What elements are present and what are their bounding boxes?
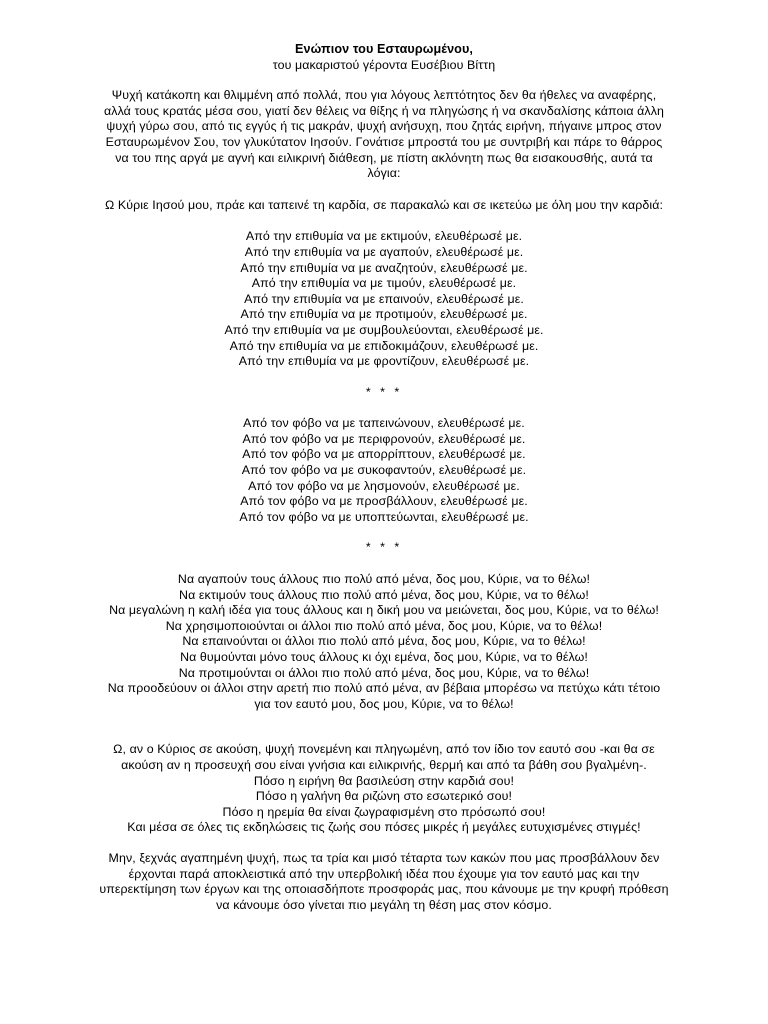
- desire-line: Από την επιθυμία να με επαινούν, ελευθέρωσέ με.: [244, 291, 524, 306]
- grant-line: Να αγαπούν τους άλλους πιο πολύ από μένα, δος μου, Κύριε, να το θέλω!: [177, 572, 591, 587]
- closing-line: Μην, ξεχνάς αγαπημένη ψυχή, πως τα τρία και μισό τέταρτα των κακών που μας προσβάλλουν δεν: [108, 850, 660, 865]
- closing-line: να κάνουμε όσο γίνεται πιο μεγάλη τη θέση μας στον κόσμο.: [216, 897, 552, 912]
- desire-line: Από την επιθυμία να με εκτιμούν, ελευθέρωσέ με.: [245, 229, 523, 244]
- desire-line: Από την επιθυμία να με φροντίζουν, ελευθέρωσέ με.: [238, 354, 530, 369]
- intro-line: λόγια:: [367, 166, 401, 181]
- desire-line: Από την επιθυμία να με αναζητούν, ελευθέρωσέ με.: [240, 260, 528, 275]
- desire-line: Από την επιθυμία να με τιμούν, ελευθέρωσέ με.: [251, 276, 517, 291]
- intro-line: Εσταυρωμένον Σου, τον γλυκύτατον Ιησούν. Γονάτισε μπροστά του με συντριβή και πάρε το θάρρος: [105, 134, 663, 149]
- fear-line: Από τον φόβο να με περιφρονούν, ελευθέρωσέ με.: [242, 431, 526, 446]
- grant-line: Να θυμούνται μόνο τους άλλους κι όχι εμένα, δος μου, Κύριε, να το θέλω!: [180, 650, 588, 664]
- closing-line: ακούση αν η προσευχή σου είναι γνήσια και ειλικρινής, θερμή και από τα βάθη σου βγαλμένη-.: [121, 757, 647, 772]
- section-separator: * * *: [365, 540, 403, 555]
- intro-paragraph: [0, 88, 768, 182]
- document-title: Ενώπιον του Εσταυρωμένου,: [294, 42, 474, 56]
- intro-line: ψυχή γύρω σου, από τις εγγύς ή τις μακράν, ψυχή ανήσυχη, που ζητάς ειρήνη, πήγαινε μπρος στον: [106, 119, 662, 134]
- closing-line: έρχονται παρά αποκλειστικά από την υπερβολική ιδέα που έχουμε για τον εαυτό μας και την: [128, 866, 640, 881]
- fear-line: Από τον φόβο να με λησμονούν, ελευθέρωσέ με.: [248, 478, 520, 493]
- closing-paragraph-b: [0, 851, 768, 913]
- grant-line: Να χρησιμοποιούνται οι άλλοι πιο πολύ από μένα, δος μου, Κύριε, να το θέλω!: [165, 618, 603, 633]
- invocation-line: Ω Κύριε Ιησού μου, πράε και ταπεινέ τη καρδία, σε παρακαλώ και σε ικετεύω με όλη μου την καρδιά:: [104, 197, 664, 212]
- title-block: [0, 42, 768, 73]
- closing-line: Ω, αν ο Κύριος σε ακούση, ψυχή πονεμένη και πληγωμένη, από τον ίδιο τον εαυτό σου -και θα σε: [113, 742, 655, 757]
- closing-line: Πόσο η ειρήνη θα βασιλεύση στην καρδιά σου!: [253, 773, 515, 788]
- grant-line: Να εκτιμούν τους άλλους πιο πολύ από μένα, δος μου, Κύριε, να το θέλω!: [179, 587, 589, 602]
- fear-line: Από τον φόβο να με συκοφαντούν, ελευθέρωσέ με.: [241, 463, 527, 478]
- intro-line: αλλά τους κρατάς μέσα σου, γιατί δεν θέλεις να θίξης ή να πληγώσης ή να σκανδαλίσης κάποια άλλη: [104, 103, 664, 118]
- desire-line: Από την επιθυμία να με αγαπούν, ελευθέρωσέ με.: [244, 244, 524, 259]
- closing-line: Πόσο η γαλήνη θα ριζώνη στο εσωτερικό σου!: [255, 789, 513, 804]
- closing-line: Πόσο η ηρεμία θα είναι ζωγραφισμένη στο πρόσωπό σου!: [222, 804, 546, 819]
- closing-paragraph-a: [0, 742, 768, 836]
- grant-line: Να μεγαλώνη η καλή ιδέα για τους άλλους και η δική μου να μειώνεται, δος μου, Κύριε, να το θέλω!: [109, 603, 659, 618]
- desire-litany: [0, 229, 768, 369]
- grant-line: Να προοδεύουν οι άλλοι στην αρετή πιο πολύ από μένα, αν βέβαια μπορέσω να πετύχω κάτι τέτοιο: [107, 681, 661, 696]
- fear-litany: [0, 416, 768, 525]
- desire-line: Από την επιθυμία να με προτιμούν, ελευθέρωσέ με.: [240, 307, 528, 322]
- fear-line: Από τον φόβο να με ταπεινώνουν, ελευθέρωσέ με.: [243, 416, 525, 431]
- section-separator: * * *: [365, 384, 403, 399]
- fear-line: Από τον φόβο να με υποπτεύωνται, ελευθέρωσέ με.: [239, 509, 529, 524]
- closing-line: Και μέσα σε όλες τις εκδηλώσεις τις ζωής σου πόσες μικρές ή μεγάλες ευτυχισμένες στιγμές!: [127, 820, 641, 835]
- intro-line: Ψυχή κατάκοπη και θλιμμένη από πολλά, που για λόγους λεπτότητος δεν θα ήθελες να αναφέρης,: [111, 88, 657, 103]
- desire-line: Από την επιθυμία να με επιδοκιμάζουν, ελευθέρωσέ με.: [229, 338, 539, 353]
- grant-litany: [0, 572, 768, 712]
- desire-line: Από την επιθυμία να με συμβουλεύονται, ελευθέρωσέ με.: [224, 322, 544, 337]
- spacer: [0, 712, 768, 742]
- document-subtitle: του μακαριστού γέροντα Ευσέβιου Βίττη: [272, 57, 496, 72]
- grant-line: Να προτιμούνται οι άλλοι πιο πολύ από μένα, δος μου, Κύριε, να το θέλω!: [178, 665, 590, 680]
- grant-line: για τον εαυτό μου, δος μου, Κύριε, να το θέλω!: [254, 696, 514, 711]
- fear-line: Από τον φόβο να με προσβάλλουν, ελευθέρωσέ με.: [240, 494, 528, 509]
- closing-line: υπερεκτίμηση των έργων και της οποιασδήποτε προσφοράς μας, που κάνουμε με την κρυφή πρόθεση: [99, 882, 669, 897]
- intro-line: να του πης αργά με αγνή και ειλικρινή διάθεση, με πίστη ακλόνητη πως θα εισακουσθής, αυτά τα: [115, 150, 653, 165]
- fear-line: Από τον φόβο να με απορρίπτουν, ελευθέρωσέ με.: [242, 447, 526, 462]
- grant-line: Να επαινούνται οι άλλοι πιο πολύ από μένα, δος μου, Κύριε, να το θέλω!: [182, 634, 586, 649]
